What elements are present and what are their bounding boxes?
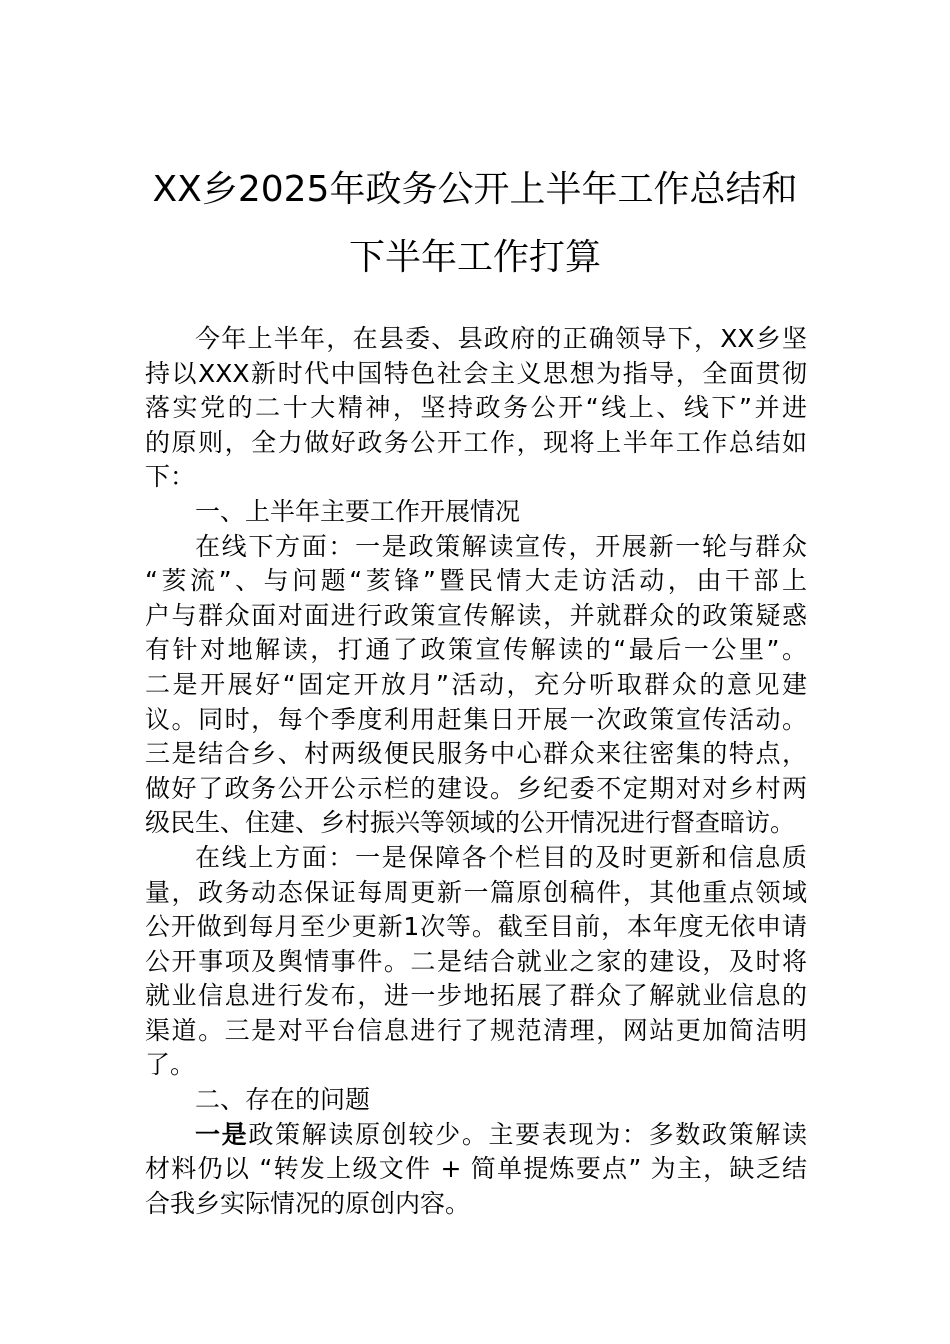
paragraph-line: 量，政务动态保证每周更新一篇原创稿件，其他重点领域: [145, 877, 807, 907]
paragraph-line: 做好了政务公开公示栏的建设。乡纪委不定期对对乡村两: [145, 773, 807, 803]
document-body: [145, 322, 807, 1221]
document-title-line-2: 下半年工作打算: [348, 237, 601, 278]
paragraph-line: 就业信息进行发布，进一步地拓展了群众了解就业信息的: [145, 981, 807, 1011]
paragraph-line: 合我乡实际情况的原创内容。: [145, 1188, 471, 1218]
document-title-line-1: XX乡2025年政务公开上半年工作总结和: [152, 169, 798, 210]
paragraph-line: 有针对地解读，打通了政策宣传解读的“最后一公里”。: [145, 635, 807, 665]
paragraph-line: 三是结合乡、村两级便民服务中心群众来往密集的特点，: [145, 739, 807, 769]
paragraph-line: 级民生、住建、乡村振兴等领域的公开情况进行督查暗访。: [145, 808, 796, 838]
paragraph-line: 公开事项及舆情事件。二是结合就业之家的建设，及时将: [145, 946, 807, 976]
paragraph-line: “荄流”、与问题“荄锋”暨民情大走访活动，由干部上: [145, 566, 807, 596]
paragraph-line: 二是开展好“固定开放月”活动，充分听取群众的意见建: [145, 669, 807, 699]
section-heading: 二、存在的问题: [195, 1085, 371, 1115]
paragraph-line: 渠道。三是对平台信息进行了规范清理，网站更加简洁明: [145, 1015, 807, 1045]
paragraph-line: 今年上半年，在县委、县政府的正确领导下，XX乡坚: [195, 324, 807, 353]
section-heading: 一、上半年主要工作开展情况: [195, 496, 521, 526]
bold-lead-text: 一是: [195, 1119, 249, 1149]
paragraph-line: 了。: [145, 1050, 196, 1080]
paragraph-line: [145, 1118, 807, 1153]
paragraph-line: 在线下方面：一是政策解读宣传，开展新一轮与群众: [195, 531, 807, 561]
paragraph-line: 议。同时，每个季度利用赶集日开展一次政策宣传活动。: [145, 704, 807, 734]
paragraph-line: 落实党的二十大精神，坚持政务公开“线上、线下”并进: [145, 393, 807, 423]
paragraph-line: 持以XXX新时代中国特色社会主义思想为指导，全面贯彻: [145, 358, 807, 388]
paragraph-line: 下：: [145, 462, 196, 492]
paragraph-line: 材料仍以 “转发上级文件 + 简单提炼要点” 为主，缺乏结: [145, 1154, 807, 1184]
paragraph-text: 政策解读原创较少。主要表现为：多数政策解读: [248, 1119, 807, 1149]
paragraph-line: 的原则，全力做好政务公开工作，现将上半年工作总结如: [145, 427, 807, 457]
paragraph-line: 公开做到每月至少更新1次等。截至目前，本年度无依申请: [145, 912, 807, 942]
paragraph-line: 在线上方面：一是保障各个栏目的及时更新和信息质: [195, 842, 807, 872]
paragraph-line: 户与群众面对面进行政策宣传解读，并就群众的政策疑惑: [145, 600, 807, 630]
